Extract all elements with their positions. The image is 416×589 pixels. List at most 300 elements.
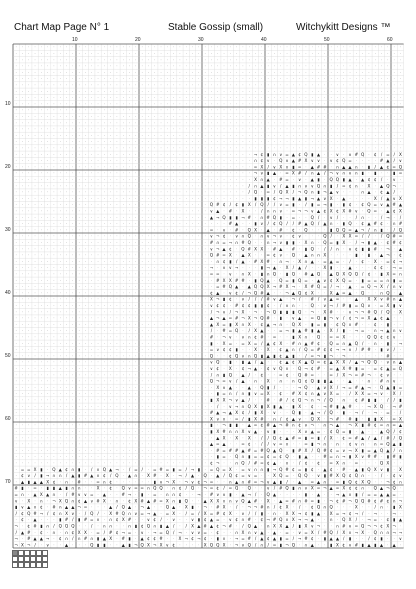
empty-cell-dot: · [324, 70, 325, 75]
stitch-symbol: ∨ [267, 234, 270, 239]
stitch-symbol: ▲ [317, 391, 321, 396]
empty-cell-dot: · [230, 45, 231, 50]
stitch-symbol: = [380, 278, 384, 283]
empty-cell-dot: · [179, 89, 180, 94]
empty-cell-dot: · [85, 82, 86, 87]
empty-cell-dot: · [41, 517, 42, 522]
empty-cell-dot: · [116, 89, 117, 94]
stitch-symbol: # [342, 523, 346, 528]
stitch-symbol: ∩ [248, 334, 251, 339]
empty-cell-dot: · [78, 347, 79, 352]
empty-cell-dot: · [41, 183, 42, 188]
empty-cell-dot: · [362, 89, 363, 94]
empty-cell-dot: · [97, 253, 98, 258]
stitch-symbol: ∩ [336, 454, 339, 459]
stitch-symbol: X [380, 284, 383, 289]
empty-cell-dot: · [85, 429, 86, 434]
empty-cell-dot: · [34, 404, 35, 409]
stitch-symbol: ¬ [273, 467, 277, 472]
empty-cell-dot: · [97, 410, 98, 415]
empty-cell-dot: · [41, 208, 42, 213]
empty-cell-dot: · [97, 397, 98, 402]
empty-cell-dot: · [60, 227, 61, 232]
stitch-symbol: ¢ [40, 505, 43, 510]
empty-cell-dot: · [72, 372, 73, 377]
empty-cell-dot: · [15, 271, 16, 276]
empty-cell-dot: · [192, 196, 193, 201]
empty-cell-dot: · [141, 227, 142, 232]
empty-cell-dot: · [85, 95, 86, 100]
empty-cell-dot: · [154, 133, 155, 138]
stitch-symbol: Q [279, 366, 283, 371]
stitch-symbol: / [305, 353, 307, 358]
empty-cell-dot: · [387, 511, 388, 516]
empty-cell-dot: · [242, 423, 243, 428]
stitch-symbol: ∩ [311, 253, 314, 258]
stitch-symbol: = [229, 341, 233, 346]
stitch-symbol: Q [216, 360, 220, 365]
empty-cell-dot: · [41, 202, 42, 207]
stitch-symbol: ▲ [222, 316, 226, 321]
empty-cell-dot: · [135, 303, 136, 308]
empty-cell-dot: · [387, 416, 388, 421]
stitch-symbol: X [223, 278, 226, 283]
stitch-symbol: / [85, 511, 87, 516]
empty-cell-dot: · [129, 379, 130, 384]
stitch-symbol: ¬ [292, 297, 296, 302]
empty-cell-dot: · [192, 240, 193, 245]
empty-cell-dot: · [15, 240, 16, 245]
stitch-symbol: ∨ [311, 208, 314, 213]
empty-cell-dot: · [381, 139, 382, 144]
stitch-symbol: X [223, 397, 226, 402]
empty-cell-dot: · [85, 442, 86, 447]
empty-cell-dot: · [217, 76, 218, 81]
stitch-symbol: = [254, 448, 258, 453]
empty-cell-dot: · [381, 114, 382, 119]
stitch-symbol: = [399, 171, 403, 176]
stitch-symbol: ∨ [323, 297, 326, 302]
empty-cell-dot: · [204, 202, 205, 207]
stitch-symbol: ▮ [311, 152, 313, 157]
stitch-symbol: ▲ [317, 208, 321, 213]
empty-cell-dot: · [60, 316, 61, 321]
stitch-symbol: ¬ [216, 316, 220, 321]
empty-cell-dot: · [148, 379, 149, 384]
stitch-symbol: X [342, 334, 345, 339]
stitch-symbol: ¢ [336, 158, 339, 163]
empty-cell-dot: · [135, 316, 136, 321]
empty-cell-dot: · [141, 76, 142, 81]
empty-cell-dot: · [97, 139, 98, 144]
empty-cell-dot: · [116, 196, 117, 201]
empty-cell-dot: · [129, 253, 130, 258]
row-label: 50 [5, 353, 11, 359]
empty-cell-dot: · [129, 152, 130, 157]
stitch-symbol: X [229, 253, 232, 258]
stitch-symbol: ∩ [254, 183, 257, 188]
stitch-symbol: ¢ [324, 360, 327, 365]
empty-cell-dot: · [242, 164, 243, 169]
empty-cell-dot: · [267, 64, 268, 69]
empty-cell-dot: · [85, 145, 86, 150]
empty-cell-dot: · [34, 442, 35, 447]
empty-cell-dot: · [72, 265, 73, 270]
stitch-symbol: ▲ [317, 328, 321, 333]
empty-cell-dot: · [324, 366, 325, 371]
empty-cell-dot: · [255, 127, 256, 132]
empty-cell-dot: · [274, 89, 275, 94]
stitch-symbol: # [235, 316, 239, 321]
empty-cell-dot: · [104, 227, 105, 232]
empty-cell-dot: · [60, 202, 61, 207]
empty-cell-dot: · [198, 316, 199, 321]
empty-cell-dot: · [60, 297, 61, 302]
stitch-symbol: X [323, 253, 326, 258]
empty-cell-dot: · [116, 240, 117, 245]
stitch-symbol: # [292, 391, 296, 396]
stitch-symbol: X [311, 530, 314, 535]
stitch-symbol: Q [235, 353, 239, 358]
empty-cell-dot: · [41, 240, 42, 245]
empty-cell-dot: · [186, 171, 187, 176]
empty-cell-dot: · [267, 76, 268, 81]
empty-cell-dot: · [66, 366, 67, 371]
empty-cell-dot: · [135, 221, 136, 226]
empty-cell-dot: · [173, 76, 174, 81]
empty-cell-dot: · [242, 95, 243, 100]
stitch-symbol: Q [210, 353, 214, 358]
stitch-symbol: # [392, 240, 396, 245]
empty-cell-dot: · [66, 353, 67, 358]
empty-cell-dot: · [186, 190, 187, 195]
empty-cell-dot: · [167, 101, 168, 106]
stitch-symbol: X [254, 328, 257, 333]
stitch-symbol: ¬ [14, 523, 18, 528]
empty-cell-dot: · [104, 259, 105, 264]
empty-cell-dot: · [28, 460, 29, 465]
empty-cell-dot: · [343, 423, 344, 428]
empty-cell-dot: · [135, 505, 136, 510]
empty-cell-dot: · [381, 64, 382, 69]
stitch-symbol: ¬ [247, 492, 251, 497]
empty-cell-dot: · [179, 76, 180, 81]
empty-cell-dot: · [337, 101, 338, 106]
empty-cell-dot: · [47, 133, 48, 138]
empty-cell-dot: · [387, 391, 388, 396]
stitch-symbol: # [159, 467, 163, 472]
empty-cell-dot: · [368, 290, 369, 295]
empty-cell-dot: · [34, 334, 35, 339]
stitch-symbol: ▮ [261, 511, 263, 516]
empty-cell-dot: · [356, 278, 357, 283]
empty-cell-dot: · [217, 171, 218, 176]
empty-cell-dot: · [186, 114, 187, 119]
stitch-symbol: / [375, 164, 377, 169]
stitch-symbol: ∩ [279, 259, 282, 264]
stitch-symbol: Q [374, 309, 378, 314]
stitch-symbol: ∨ [279, 208, 282, 213]
empty-cell-dot: · [141, 309, 142, 314]
stitch-symbol: Q [304, 347, 308, 352]
empty-cell-dot: · [375, 271, 376, 276]
empty-cell-dot: · [53, 108, 54, 113]
empty-cell-dot: · [97, 290, 98, 295]
empty-cell-dot: · [141, 328, 142, 333]
empty-cell-dot: · [280, 171, 281, 176]
stitch-symbol: = [392, 271, 396, 276]
empty-cell-dot: · [28, 133, 29, 138]
empty-cell-dot: · [15, 45, 16, 50]
empty-cell-dot: · [167, 152, 168, 157]
empty-cell-dot: · [261, 51, 262, 56]
stitch-symbol: ¬ [367, 372, 371, 377]
empty-cell-dot: · [167, 259, 168, 264]
empty-cell-dot: · [286, 208, 287, 213]
stitch-symbol: X [355, 391, 358, 396]
stitch-symbol: = [266, 253, 270, 258]
stitch-symbol: ∩ [355, 164, 358, 169]
empty-cell-dot: · [28, 259, 29, 264]
stitch-symbol: ¬ [52, 498, 56, 503]
empty-cell-dot: · [28, 234, 29, 239]
stitch-symbol: ¢ [235, 517, 238, 522]
stitch-symbol: ▮ [355, 416, 357, 421]
empty-cell-dot: · [78, 240, 79, 245]
empty-cell-dot: · [230, 183, 231, 188]
stitch-symbol: ¢ [128, 498, 131, 503]
empty-cell-dot: · [186, 127, 187, 132]
empty-cell-dot: · [381, 246, 382, 251]
stitch-symbol: ∩ [286, 164, 289, 169]
empty-cell-dot: · [186, 530, 187, 535]
empty-cell-dot: · [400, 145, 401, 150]
stitch-symbol: / [274, 505, 276, 510]
empty-cell-dot: · [60, 278, 61, 283]
stitch-symbol: ¬ [348, 498, 352, 503]
empty-cell-dot: · [211, 284, 212, 289]
stitch-symbol: Q [367, 467, 371, 472]
empty-cell-dot: · [66, 64, 67, 69]
stitch-symbol: # [323, 448, 327, 453]
empty-cell-dot: · [337, 221, 338, 226]
stitch-symbol: ¢ [305, 379, 308, 384]
stitch-symbol: / [261, 435, 263, 440]
empty-cell-dot: · [78, 177, 79, 182]
empty-cell-dot: · [116, 435, 117, 440]
empty-cell-dot: · [186, 410, 187, 415]
empty-cell-dot: · [349, 82, 350, 87]
empty-cell-dot: · [318, 454, 319, 459]
empty-cell-dot: · [91, 95, 92, 100]
stitch-symbol: ¬ [273, 234, 277, 239]
empty-cell-dot: · [198, 259, 199, 264]
empty-cell-dot: · [154, 190, 155, 195]
empty-cell-dot: · [160, 372, 161, 377]
stitch-symbol: ∨ [273, 297, 276, 302]
empty-cell-dot: · [198, 391, 199, 396]
empty-cell-dot: · [267, 82, 268, 87]
empty-cell-dot: · [400, 177, 401, 182]
empty-cell-dot: · [267, 51, 268, 56]
empty-cell-dot: · [135, 164, 136, 169]
stitch-symbol: = [310, 479, 314, 484]
stitch-symbol: ▮ [317, 498, 319, 503]
stitch-symbol: = [166, 511, 170, 516]
empty-cell-dot: · [198, 486, 199, 491]
stitch-symbol: = [285, 278, 289, 283]
empty-cell-dot: · [60, 442, 61, 447]
empty-cell-dot: · [324, 114, 325, 119]
empty-cell-dot: · [312, 454, 313, 459]
empty-cell-dot: · [34, 341, 35, 346]
empty-cell-dot: · [15, 479, 16, 484]
empty-cell-dot: · [236, 177, 237, 182]
empty-cell-dot: · [249, 51, 250, 56]
stitch-symbol: ▮ [380, 271, 382, 276]
empty-cell-dot: · [78, 234, 79, 239]
stitch-symbol: ▮ [292, 202, 294, 207]
stitch-symbol: ¬ [216, 246, 220, 251]
empty-cell-dot: · [110, 297, 111, 302]
empty-cell-dot: · [85, 215, 86, 220]
empty-cell-dot: · [41, 303, 42, 308]
empty-cell-dot: · [47, 366, 48, 371]
empty-cell-dot: · [400, 316, 401, 321]
stitch-symbol: ¬ [386, 479, 390, 484]
stitch-symbol: X [223, 341, 226, 346]
empty-cell-dot: · [186, 290, 187, 295]
stitch-symbol: ▮ [305, 467, 307, 472]
empty-cell-dot: · [179, 479, 180, 484]
empty-cell-dot: · [129, 120, 130, 125]
empty-cell-dot: · [116, 397, 117, 402]
stitch-symbol: ∩ [374, 328, 377, 333]
stitch-symbol: # [285, 423, 289, 428]
empty-cell-dot: · [97, 309, 98, 314]
stitch-symbol: / [393, 227, 395, 232]
empty-cell-dot: · [41, 76, 42, 81]
empty-cell-dot: · [186, 246, 187, 251]
empty-cell-dot: · [116, 202, 117, 207]
empty-cell-dot: · [123, 372, 124, 377]
empty-cell-dot: · [97, 89, 98, 94]
empty-cell-dot: · [299, 215, 300, 220]
empty-cell-dot: · [22, 202, 23, 207]
empty-cell-dot: · [330, 479, 331, 484]
empty-cell-dot: · [141, 416, 142, 421]
empty-cell-dot: · [72, 177, 73, 182]
empty-cell-dot: · [167, 448, 168, 453]
stitch-symbol: ∨ [399, 158, 402, 163]
empty-cell-dot: · [110, 404, 111, 409]
empty-cell-dot: · [60, 265, 61, 270]
stitch-symbol: X [317, 416, 320, 421]
empty-cell-dot: · [78, 297, 79, 302]
empty-cell-dot: · [91, 530, 92, 535]
empty-cell-dot: · [230, 196, 231, 201]
stitch-symbol: Q [298, 290, 302, 295]
empty-cell-dot: · [66, 139, 67, 144]
empty-cell-dot: · [148, 467, 149, 472]
stitch-symbol: ¢ [292, 234, 295, 239]
empty-cell-dot: · [53, 152, 54, 157]
empty-cell-dot: · [53, 423, 54, 428]
empty-cell-dot: · [110, 177, 111, 182]
empty-cell-dot: · [41, 435, 42, 440]
stitch-symbol: # [392, 202, 396, 207]
stitch-symbol: Q [292, 253, 296, 258]
empty-cell-dot: · [66, 133, 67, 138]
stitch-symbol: X [223, 435, 226, 440]
empty-cell-dot: · [330, 95, 331, 100]
empty-cell-dot: · [28, 347, 29, 352]
empty-cell-dot: · [60, 82, 61, 87]
empty-cell-dot: · [22, 454, 23, 459]
empty-cell-dot: · [261, 492, 262, 497]
empty-cell-dot: · [28, 70, 29, 75]
empty-cell-dot: · [34, 127, 35, 132]
empty-cell-dot: · [192, 322, 193, 327]
stitch-symbol: # [128, 517, 132, 522]
empty-cell-dot: · [286, 385, 287, 390]
stitch-symbol: ¬ [373, 410, 377, 415]
empty-cell-dot: · [60, 114, 61, 119]
stitch-symbol: ∨ [210, 246, 213, 251]
stitch-symbol: # [298, 448, 302, 453]
empty-cell-dot: · [337, 196, 338, 201]
stitch-symbol: / [400, 215, 402, 220]
empty-cell-dot: · [15, 517, 16, 522]
empty-cell-dot: · [356, 139, 357, 144]
stitch-symbol: ▮ [292, 404, 294, 409]
stitch-symbol: / [236, 391, 238, 396]
empty-cell-dot: · [110, 164, 111, 169]
empty-cell-dot: · [85, 221, 86, 226]
stitch-symbol: X [374, 404, 377, 409]
empty-cell-dot: · [110, 316, 111, 321]
stitch-symbol: # [361, 347, 365, 352]
empty-cell-dot: · [204, 164, 205, 169]
stitch-symbol: ▮ [267, 152, 269, 157]
empty-cell-dot: · [135, 334, 136, 339]
stitch-symbol: ▮ [15, 505, 17, 510]
empty-cell-dot: · [60, 177, 61, 182]
stitch-symbol: ▲ [355, 297, 359, 302]
empty-cell-dot: · [28, 158, 29, 163]
empty-cell-dot: · [160, 45, 161, 50]
stitch-symbol: Q [235, 328, 239, 333]
stitch-symbol: ∨ [160, 479, 163, 484]
stitch-symbol: X [342, 372, 345, 377]
stitch-symbol: = [216, 284, 220, 289]
empty-cell-dot: · [148, 423, 149, 428]
empty-cell-dot: · [66, 334, 67, 339]
empty-cell-dot: · [148, 530, 149, 535]
empty-cell-dot: · [356, 196, 357, 201]
empty-cell-dot: · [104, 51, 105, 56]
empty-cell-dot: · [154, 360, 155, 365]
stitch-symbol: X [336, 473, 339, 478]
empty-cell-dot: · [160, 290, 161, 295]
stitch-symbol: ▮ [292, 353, 294, 358]
empty-cell-dot: · [198, 202, 199, 207]
stitch-symbol: X [248, 316, 251, 321]
empty-cell-dot: · [173, 372, 174, 377]
empty-cell-dot: · [173, 108, 174, 113]
empty-cell-dot: · [186, 101, 187, 106]
empty-cell-dot: · [123, 303, 124, 308]
